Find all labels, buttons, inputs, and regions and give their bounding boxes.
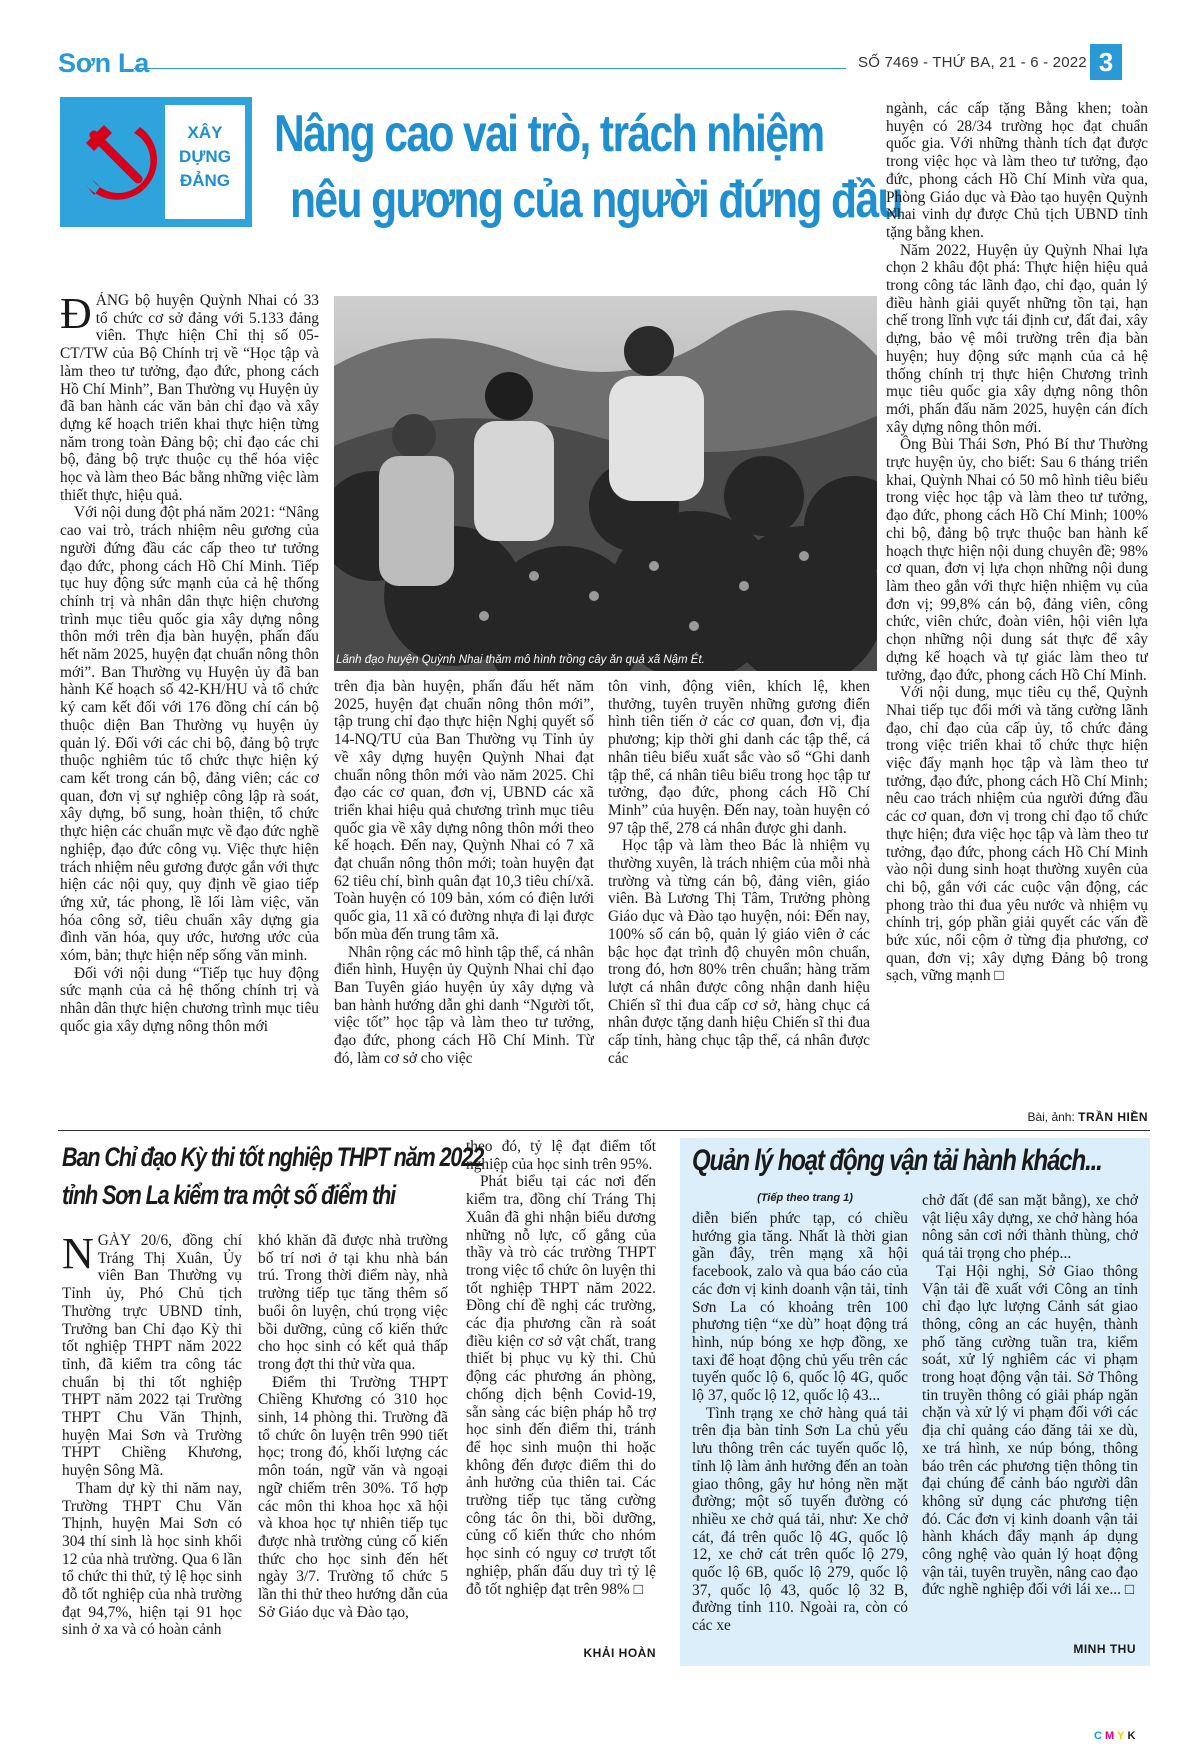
- paragraph: Ông Bùi Thái Sơn, Phó Bí thư Thường trực huyện ủy, cho biết: Sau 6 tháng triển khai, Quỳnh Nhai có 50 mô hình tiêu biểu trong việc học tập và làm theo tư tưởng, đạo đức, phong cách Hồ Chí Minh; 100% chi bộ, đảng bộ trực thuộc ban hành kế hoạch thực hiện nội dung chuyên đề; 98% cơ quan, đơn vị lựa chọn những nội dung làm theo gắn với thực hiện nhiệm vụ của đơn vị; 99,8% cán bộ, đảng viên, công chức, viên chức, đoàn viên, hội viên lựa chọn những nội dung sát thực để xây dựng kế hoạch và tự giác làm theo tư tưởng, đạo đức, phong cách Hồ Chí Minh.: [886, 436, 1148, 684]
- paragraph: Phát biểu tại các nơi đến kiểm tra, đồng chí Tráng Thị Xuân đã ghi nhận biểu dương những nỗ lực, cố gắng của thầy và trò các trường THPT trong việc tổ chức ôn luyện thi tốt nghiệp THPT năm 2022. Đồng chí đề nghị các trường, các địa phương cần rà soát điều kiện cơ sở vật chất, trang thiết bị phục vụ kỳ thi. Chủ động các phương án phòng, chống dịch bệnh Covid-19, sẵn sàng các biện pháp hỗ trợ học sinh đến điểm thi, tránh để học sinh muộn thi hoặc không đến được điểm thi do ảnh hưởng của thiên tai. Các trường tiếp tục tăng cường công tác ôn thi, bồi dưỡng, củng cố kiến thức cho nhóm học sinh có nguy cơ trượt tốt nghiệp, phấn đấu duy trì tỷ lệ đỗ tốt nghiệp đạt trên 98% □: [466, 1173, 656, 1598]
- section-name: Sơn La: [58, 48, 149, 78]
- logo-line-3: ĐẢNG: [179, 171, 231, 190]
- byline: KHẢI HOÀN: [583, 1646, 656, 1660]
- article-column-2: [334, 678, 594, 1112]
- byline: MINH THU: [1073, 1642, 1136, 1656]
- paragraph: chở đất (để san mặt bằng), xe chở vật liệu xây dựng, xe chở hàng hóa nông sản cơi nới thành thùng, chở quá tải trọng cho phép...: [922, 1192, 1138, 1263]
- end-mark: □: [633, 1580, 643, 1598]
- cmyk-c: C: [1094, 1730, 1105, 1742]
- article2-title-line-2: tỉnh Sơn La kiểm tra một số điểm thi: [62, 1180, 396, 1210]
- continued-note: (Tiếp theo trang 1): [757, 1192, 853, 1204]
- paragraph: Nhân rộng các mô hình tập thể, cá nhân điển hình, Huyện ủy Quỳnh Nhai chỉ đạo Ban Tuyên giáo huyện ủy xây dựng và ban hành hướng dẫn ghi danh “Người tốt, việc tốt” học tập và làm theo tư tưởng, đạo đức, phong cách Hồ Chí Minh. Từ đó, làm cơ sở cho việc: [334, 943, 594, 1067]
- page-number: 3: [1090, 44, 1122, 80]
- paragraph: ẢNG bộ huyện Quỳnh Nhai có 33 tổ chức cơ sở đảng với 5.133 đảng viên. Thực hiện Chỉ thị số 05-CT/TW của Bộ Chính trị về “Học tập và làm theo tư tưởng, đạo đức, phong cách Hồ Chí Minh”, Ban Thường vụ Huyện ủy đã ban hành các văn bản chỉ đạo và xây dựng kế hoạch triển khai thực hiện từng năm trong toàn Đảng bộ; chỉ đạo các chi bộ, đảng bộ trực thuộc cụ thể hóa việc học và làm theo Bác bằng những việc làm thiết thực, hiệu quả.: [60, 292, 319, 504]
- paragraph: Đối với nội dung “Tiếp tục huy động sức mạnh của cả hệ thống chính trị và nhân dân thực hiện chương trình mục tiêu quốc gia xây dựng nông thôn mới: [60, 964, 319, 1035]
- end-mark: □: [1124, 1581, 1135, 1599]
- logo-line-1: XÂY: [187, 123, 223, 142]
- article-column-4: [886, 100, 1148, 1104]
- article-title-line-2: nêu gương của người đứng đầu: [290, 171, 902, 229]
- paragraph: Với nội dung, mục tiêu cụ thể, Quỳnh Nhai tiếp tục đổi mới và tăng cường lãnh đạo, chỉ đạo của cấp ủy, tổ chức đảng trong việc triển khai tổ chức thực hiện việc đẩy mạnh học tập và làm theo tư tưởng, đạo đức, phong cách Hồ Chí Minh; nêu cao trách nhiệm của người đứng đầu các cơ quan, đơn vị trong chỉ đạo tổ chức thực hiện; đưa việc học tập và làm theo tư tưởng, đạo đức, phong cách Hồ Chí Minh vào nội dung sinh hoạt thường xuyên của chi bộ, gắn với các cuộc vận động, các phong trào thi đua yêu nước và nhiệm vụ chính trị, góp phần giải quyết các vấn đề bức xúc, nổi cộm ở từng địa phương, cơ quan, đơn vị; xây dựng Đảng bộ trong sạch, vững mạnh □: [886, 684, 1148, 985]
- paragraph: tôn vinh, động viên, khích lệ, khen thưởng, tuyên truyền những gương điển hình tiên tiến ở các cơ quan, đơn vị, địa phương; kịp thời ghi danh các tập thể, cá nhân tiêu biểu xuất sắc vào sổ “Ghi danh tập thể, cá nhân tiêu biểu trong học tập tư tưởng, đạo đức, phong cách Hồ Chí Minh” của huyện. Đến nay, toàn huyện có 97 tập thể, 278 cá nhân được ghi danh.: [608, 678, 870, 837]
- cmyk-y: Y: [1117, 1730, 1128, 1742]
- end-mark: □: [994, 967, 1004, 985]
- article2-column-1: [62, 1232, 242, 1664]
- photo-illustration: [334, 296, 877, 671]
- cmyk-mark: [1094, 1730, 1138, 1742]
- logo-line-2: DỰNG: [179, 147, 231, 166]
- paragraph: Học tập và làm theo Bác là nhiệm vụ thường xuyên, là trách nhiệm của mỗi nhà trường và từng cán bộ, đảng viên, giáo viên. Bà Lương Thị Tâm, Trưởng phòng Giáo dục và Đào tạo huyện, nói: Đến nay, 100% số cán bộ, quản lý giáo viên ở các bậc học đạt trình độ chuyên môn chuẩn, trong đó, hơn 80% trên chuẩn; hàng trăm lượt cá nhân được công nhận danh hiệu Chiến sĩ thi đua cấp cơ sở, hàng chục cá nhân được tặng danh hiệu Chiến sĩ thi đua cấp tỉnh, hàng chục tập thể, cá nhân được các: [608, 837, 870, 1067]
- article2-column-3: [466, 1138, 656, 1638]
- paragraph: Năm 2022, Huyện ủy Quỳnh Nhai lựa chọn 2 khâu đột phá: Thực hiện hiệu quả trong công tác lãnh đạo, chỉ đạo, quản lý điều hành giải quyết những tồn tại, hạn chế trong lĩnh vực tái định cư, đất đai, xây dựng, bảo vệ môi trường trên địa bàn huyện; huy động sức mạnh của cả hệ thống chính trị thực hiện Chương trình mục tiêu quốc gia xây dựng nông thôn mới, phấn đấu năm 2025, huyện cán đích xây dựng nông thôn mới.: [886, 241, 1148, 436]
- logo-label-box: [165, 105, 245, 219]
- header-rule: [134, 68, 846, 69]
- paragraph: Tham dự kỳ thi năm nay, Trường THPT Chu Văn Thịnh, huyện Mai Sơn có 304 thí sinh là học sinh khối 12 của nhà trường. Qua 6 lần tổ chức thi thử, tỷ lệ học sinh đỗ tốt nghiệp của nhà trường đạt 94,7%, hiện tại 91 học sinh ở xa và có hoàn cảnh: [62, 1479, 242, 1639]
- article3-column-2: [922, 1192, 1138, 1638]
- hammer-sickle-icon: [74, 115, 174, 215]
- paragraph: diễn biến phức tạp, có chiều hướng gia tăng. Nhất là thời gian gần đây, trên mạng xã hội facebook, zalo và qua báo cáo của các đơn vị kinh doanh vận tải, tỉnh Sơn La có khoảng trên 100 phương tiện “xe dù” hoạt động trá hình, núp bóng xe hợp đồng, xe taxi để hoạt động chủ yếu trên các tuyến quốc lộ 6, quốc lộ 4G, quốc lộ 37, quốc lộ 12, quốc lộ 43...: [692, 1210, 908, 1405]
- drop-cap: N: [62, 1232, 94, 1278]
- article3-title: Quản lý hoạt động vận tải hành khách...: [692, 1144, 1102, 1177]
- drop-cap: Đ: [60, 292, 92, 338]
- paragraph: ngành, các cấp tặng Bằng khen; toàn huyện có 28/34 trường học đạt chuẩn quốc gia. Với những thành tích đạt được trong việc học và làm theo tư tưởng, đạo đức, phong cách Hồ Chí Minh vừa qua, Phòng Giáo dục và Đào tạo huyện Quỳnh Nhai vinh dự được Chủ tịch UBND tỉnh tặng bằng khen.: [886, 100, 1148, 241]
- issue-info: SỐ 7469 - THỨ BA, 21 - 6 - 2022: [858, 54, 1087, 71]
- paragraph: theo đó, tỷ lệ đạt điểm tốt nghiệp của học sinh trên 95%.: [466, 1138, 656, 1173]
- paragraph: GÀY 20/6, đồng chí Tráng Thị Xuân, Ủy viên Ban Thường vụ Tỉnh ủy, Phó Chủ tịch Thường trực UBND tỉnh, Trưởng ban Chỉ đạo Kỳ thi tốt nghiệp THPT năm 2022 tỉnh, đã kiểm tra công tác chuẩn bị thi tốt nghiệp THPT năm 2022 tại Trường THPT Chu Văn Thịnh, huyện Mai Sơn và Trường THPT Chiềng Khương, huyện Sông Mã.: [62, 1232, 242, 1480]
- paragraph: trên địa bàn huyện, phấn đấu hết năm 2025, huyện đạt chuẩn nông thôn mới”, tập trung chỉ đạo thực hiện Nghị quyết số 14-NQ/TU của Ban Thường vụ Tỉnh ủy về xây dựng huyện Quỳnh Nhai đạt chuẩn nông thôn mới vào năm 2025. Chỉ đạo các cơ quan, đơn vị, UBND các xã triển khai hiệu quả chương trình mục tiêu quốc gia về xây dựng nông thôn mới theo kế hoạch. Đến nay, Quỳnh Nhai có 7 xã đạt chuẩn nông thôn mới; toàn huyện đạt 62 tiêu chí, bình quân đạt 10,3 tiêu chí/xã. Toàn huyện có 109 bản, xóm có điện lưới quốc gia, 11 xã có đường nhựa đi lại được bốn mùa đến trung tâm xã.: [334, 678, 594, 943]
- cmyk-k: K: [1127, 1730, 1139, 1742]
- cmyk-m: M: [1104, 1730, 1118, 1742]
- paragraph: Với nội dung đột phá năm 2021: “Nâng cao vai trò, trách nhiệm nêu gương của người đứng đầu các cấp theo tư tưởng đạo đức, phong cách Hồ Chí Minh. Tiếp tục huy động sức mạnh của cả hệ thống chính trị và nhân dân thực hiện chương trình mục tiêu quốc gia xây dựng nông thôn mới trên địa bàn huyện, phấn đấu hết năm 2025, huyện đạt chuẩn nông thôn mới”. Ban Thường vụ Huyện ủy đã ban hành Kế hoạch số 42-KH/HU và tổ chức ký cam kết đối với 176 đồng chí cán bộ thuộc diện Ban Thường vụ huyện ủy quản lý. Đối với các chi bộ, đảng bộ trực thuộc nghiêm túc tổ chức thực hiện ký cam kết trong cán bộ, đảng viên; các cơ quan, đơn vị sự nghiệp công lập rà soát, xây dựng, bổ sung, hoàn thiện, tổ chức thực hiện các chuẩn mực về đạo đức nghề nghiệp, đạo đức công vụ. Việc thực hiện trách nhiệm nêu gương được gắn với thực hiện các nội quy, quy định về giao tiếp ứng xử, tác phong, lề lối làm việc, văn hóa công sở, tiêu chuẩn xây dựng gia đình văn hóa, quy ước, hương ước của xóm, bản; thực hiện nếp sống văn minh.: [60, 504, 319, 965]
- party-building-logo: [60, 97, 252, 227]
- paragraph: Tại Hội nghị, Sở Giao thông Vận tải đề xuất với Công an tỉnh chỉ đạo lực lượng Cảnh sát giao thông, công an các huyện, thành phố tăng cường tuần tra, kiểm soát, xử lý nghiêm các vi phạm trong hoạt động vận tải. Sở Thông tin truyền thông có giải pháp ngăn chặn và xử lý vi phạm đối với các địa chỉ quảng cáo đăng tải xe dù, xe trá hình, xe núp bóng, thông báo trên các phương tiện thông tin đại chúng để cảnh báo người dân không sử dụng các phương tiện đó. Các đơn vị kinh doanh vận tải hành khách đẩy mạnh áp dụng công nghệ vào quản lý hoạt động vận tải, tuyên truyền, nâng cao đạo đức nghề nghiệp đối với lái xe... □: [922, 1262, 1138, 1599]
- article-photo: [334, 296, 877, 671]
- paragraph: Điểm thi Trường THPT Chiềng Khương có 310 học sinh, 14 phòng thi. Trường đã tổ chức ôn luyện trên 990 tiết học; trong đó, khối lượng các môn toán, ngữ văn và ngoại ngữ chiếm trên 30%. Tổ hợp các môn thi khoa học xã hội và khoa học tự nhiên tiếp tục được nhà trường củng cố kiến thức cho học sinh đến hết ngày 3/7. Trường tổ chức 5 lần thi thử theo hướng dẫn của Sở Giáo dục và Đào tạo,: [258, 1373, 448, 1621]
- article2-title-line-1: Ban Chỉ đạo Kỳ thi tốt nghiệp THPT năm 2022: [62, 1142, 484, 1172]
- section-divider: [58, 1130, 1150, 1131]
- article2-column-2: [258, 1232, 448, 1664]
- article-column-1: [60, 292, 319, 1112]
- article-title-line-1: Nâng cao vai trò, trách nhiệm: [274, 105, 824, 163]
- article-column-3: [608, 678, 870, 1112]
- article3-column-1: [692, 1210, 908, 1656]
- paragraph: Tình trạng xe chở hàng quá tải trên địa bàn tỉnh Sơn La chủ yếu lưu thông trên các tuyến quốc lộ, tỉnh lộ làm ảnh hưởng đến an toàn giao thông, gây hư hỏng nền mặt đường; một số tuyến đường có nhiều xe chở quá tải, như: Xe chở cát, đá trên quốc lộ 4G, quốc lộ 12, xe chở cát trên quốc lộ 279, quốc lộ 6B, quốc lộ 279, quốc lộ 37, quốc lộ 43, quốc lộ 32 B, đường tỉnh 110. Ngoài ra, còn có các xe: [692, 1404, 908, 1635]
- photo-caption: Lãnh đạo huyện Quỳnh Nhai thăm mô hình trồng cây ăn quả xã Nậm Ét.: [336, 654, 705, 666]
- byline: Bài, ảnh: TRẦN HIỀN: [1027, 1110, 1148, 1124]
- paragraph: khó khăn đã được nhà trường bố trí nơi ở tại khu nhà bán trú. Trong thời điểm này, nhà trường tiếp tục tăng thêm số buổi ôn luyện, chú trọng việc bồi dưỡng, củng cố kiến thức cho học sinh có kết quả thấp trong đợt thi thử vừa qua.: [258, 1232, 448, 1373]
